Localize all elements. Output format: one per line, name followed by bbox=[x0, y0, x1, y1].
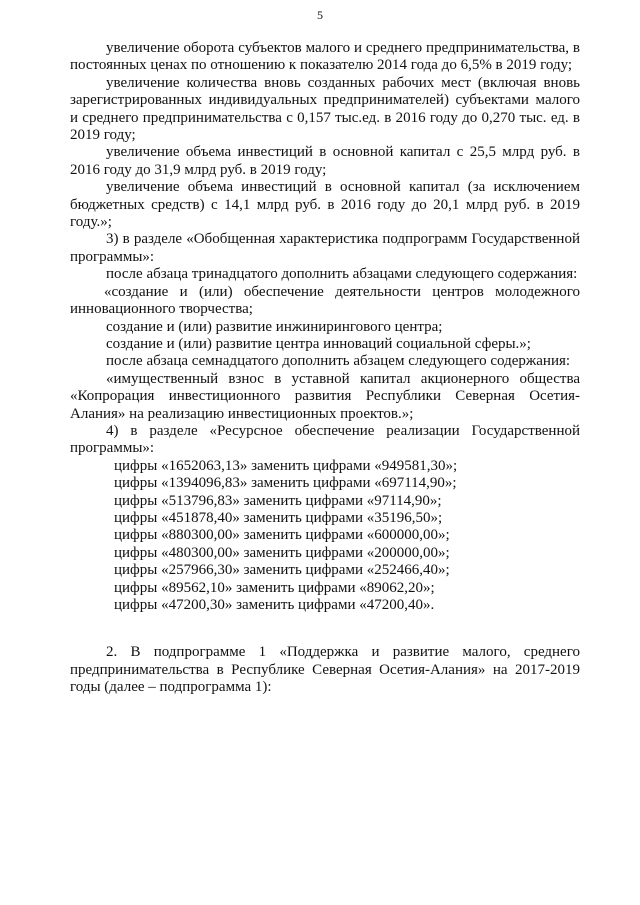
paragraph-engineering-center: создание и (или) развитие инжинирингового центра; bbox=[106, 318, 443, 335]
list-item: цифры «89562,10» заменить цифрами «89062,20»; bbox=[114, 579, 435, 596]
paragraph-social-innovation: создание и (или) развитие центра инноваций социальной сферы.»; bbox=[106, 335, 531, 352]
list-item: цифры «880300,00» заменить цифрами «600000,00»; bbox=[114, 527, 450, 544]
list-item: цифры «513796,83» заменить цифрами «97114,90»; bbox=[114, 492, 442, 509]
spacer bbox=[70, 614, 580, 644]
paragraph-jobs: увеличение количества вновь созданных рабочих мест (включая вновь зарегистрированных индивидуальных предпринимателей) субъектами малого и среднего предпринимательства с 0,157 тыс.ед. в 2016 году до 0,270 тыс. ед. в 2019 году; bbox=[70, 74, 580, 144]
paragraph-turnover: увеличение оборота субъектов малого и среднего предпринимательства, в постоянных ценах по отношению к показателю 2014 года до 6,5% в 2019 году; bbox=[70, 40, 580, 74]
list-item: цифры «1394096,83» заменить цифрами «697114,90»; bbox=[114, 475, 457, 492]
paragraph-after-13: после абзаца тринадцатого дополнить абзацами следующего содержания: bbox=[106, 266, 578, 283]
paragraph-after-17: после абзаца семнадцатого дополнить абзацем следующего содержания: bbox=[106, 353, 571, 370]
paragraph-section-3: 3) в разделе «Обобщенная характеристика подпрограмм Государственной программы»: bbox=[70, 231, 580, 265]
list-item: цифры «47200,30» заменить цифрами «47200,40». bbox=[114, 597, 435, 613]
paragraph-section-4: 4) в разделе «Ресурсное обеспечение реализации Государственной программы»: bbox=[70, 422, 580, 457]
list-item: цифры «1652063,13» заменить цифрами «949581,30»; bbox=[114, 457, 458, 474]
list-item: цифры «257966,30» заменить цифрами «252466,40»; bbox=[114, 562, 450, 579]
list-item: цифры «451878,40» заменить цифрами «35196,50»; bbox=[114, 509, 443, 526]
paragraph-investments-excl-budget: увеличение объема инвестиций в основной капитал (за исключением бюджетных средств) с 14,1 млрд руб. в 2016 году до 20,1 млрд руб. в 2019 году.»; bbox=[70, 179, 580, 231]
list-item: цифры «480300,00» заменить цифрами «200000,00»; bbox=[114, 544, 450, 561]
document-body bbox=[70, 40, 580, 697]
paragraph-youth-centers: «создание и (или) обеспечение деятельности центров молодежного инновационного творчества; bbox=[70, 283, 580, 318]
replacement-list bbox=[70, 458, 580, 615]
paragraph-property-contribution: «имущественный взнос в уставной капитал акционерного общества «Копрорация инвестиционного развития Республики Северная Осетия-Алания» на реализацию инвестиционных проектов.»; bbox=[70, 370, 580, 422]
page-number: 5 bbox=[317, 8, 323, 22]
paragraph-subprogram-1: 2. В подпрограмме 1 «Поддержка и развитие малого, среднего предпринимательства в Республике Северная Осетия-Алания» на 2017-2019 годы (далее – подпрограмма 1): bbox=[70, 644, 580, 696]
paragraph-investments: увеличение объема инвестиций в основной капитал с 25,5 млрд руб. в 2016 году до 31,9 млрд руб. в 2019 году; bbox=[70, 144, 580, 178]
